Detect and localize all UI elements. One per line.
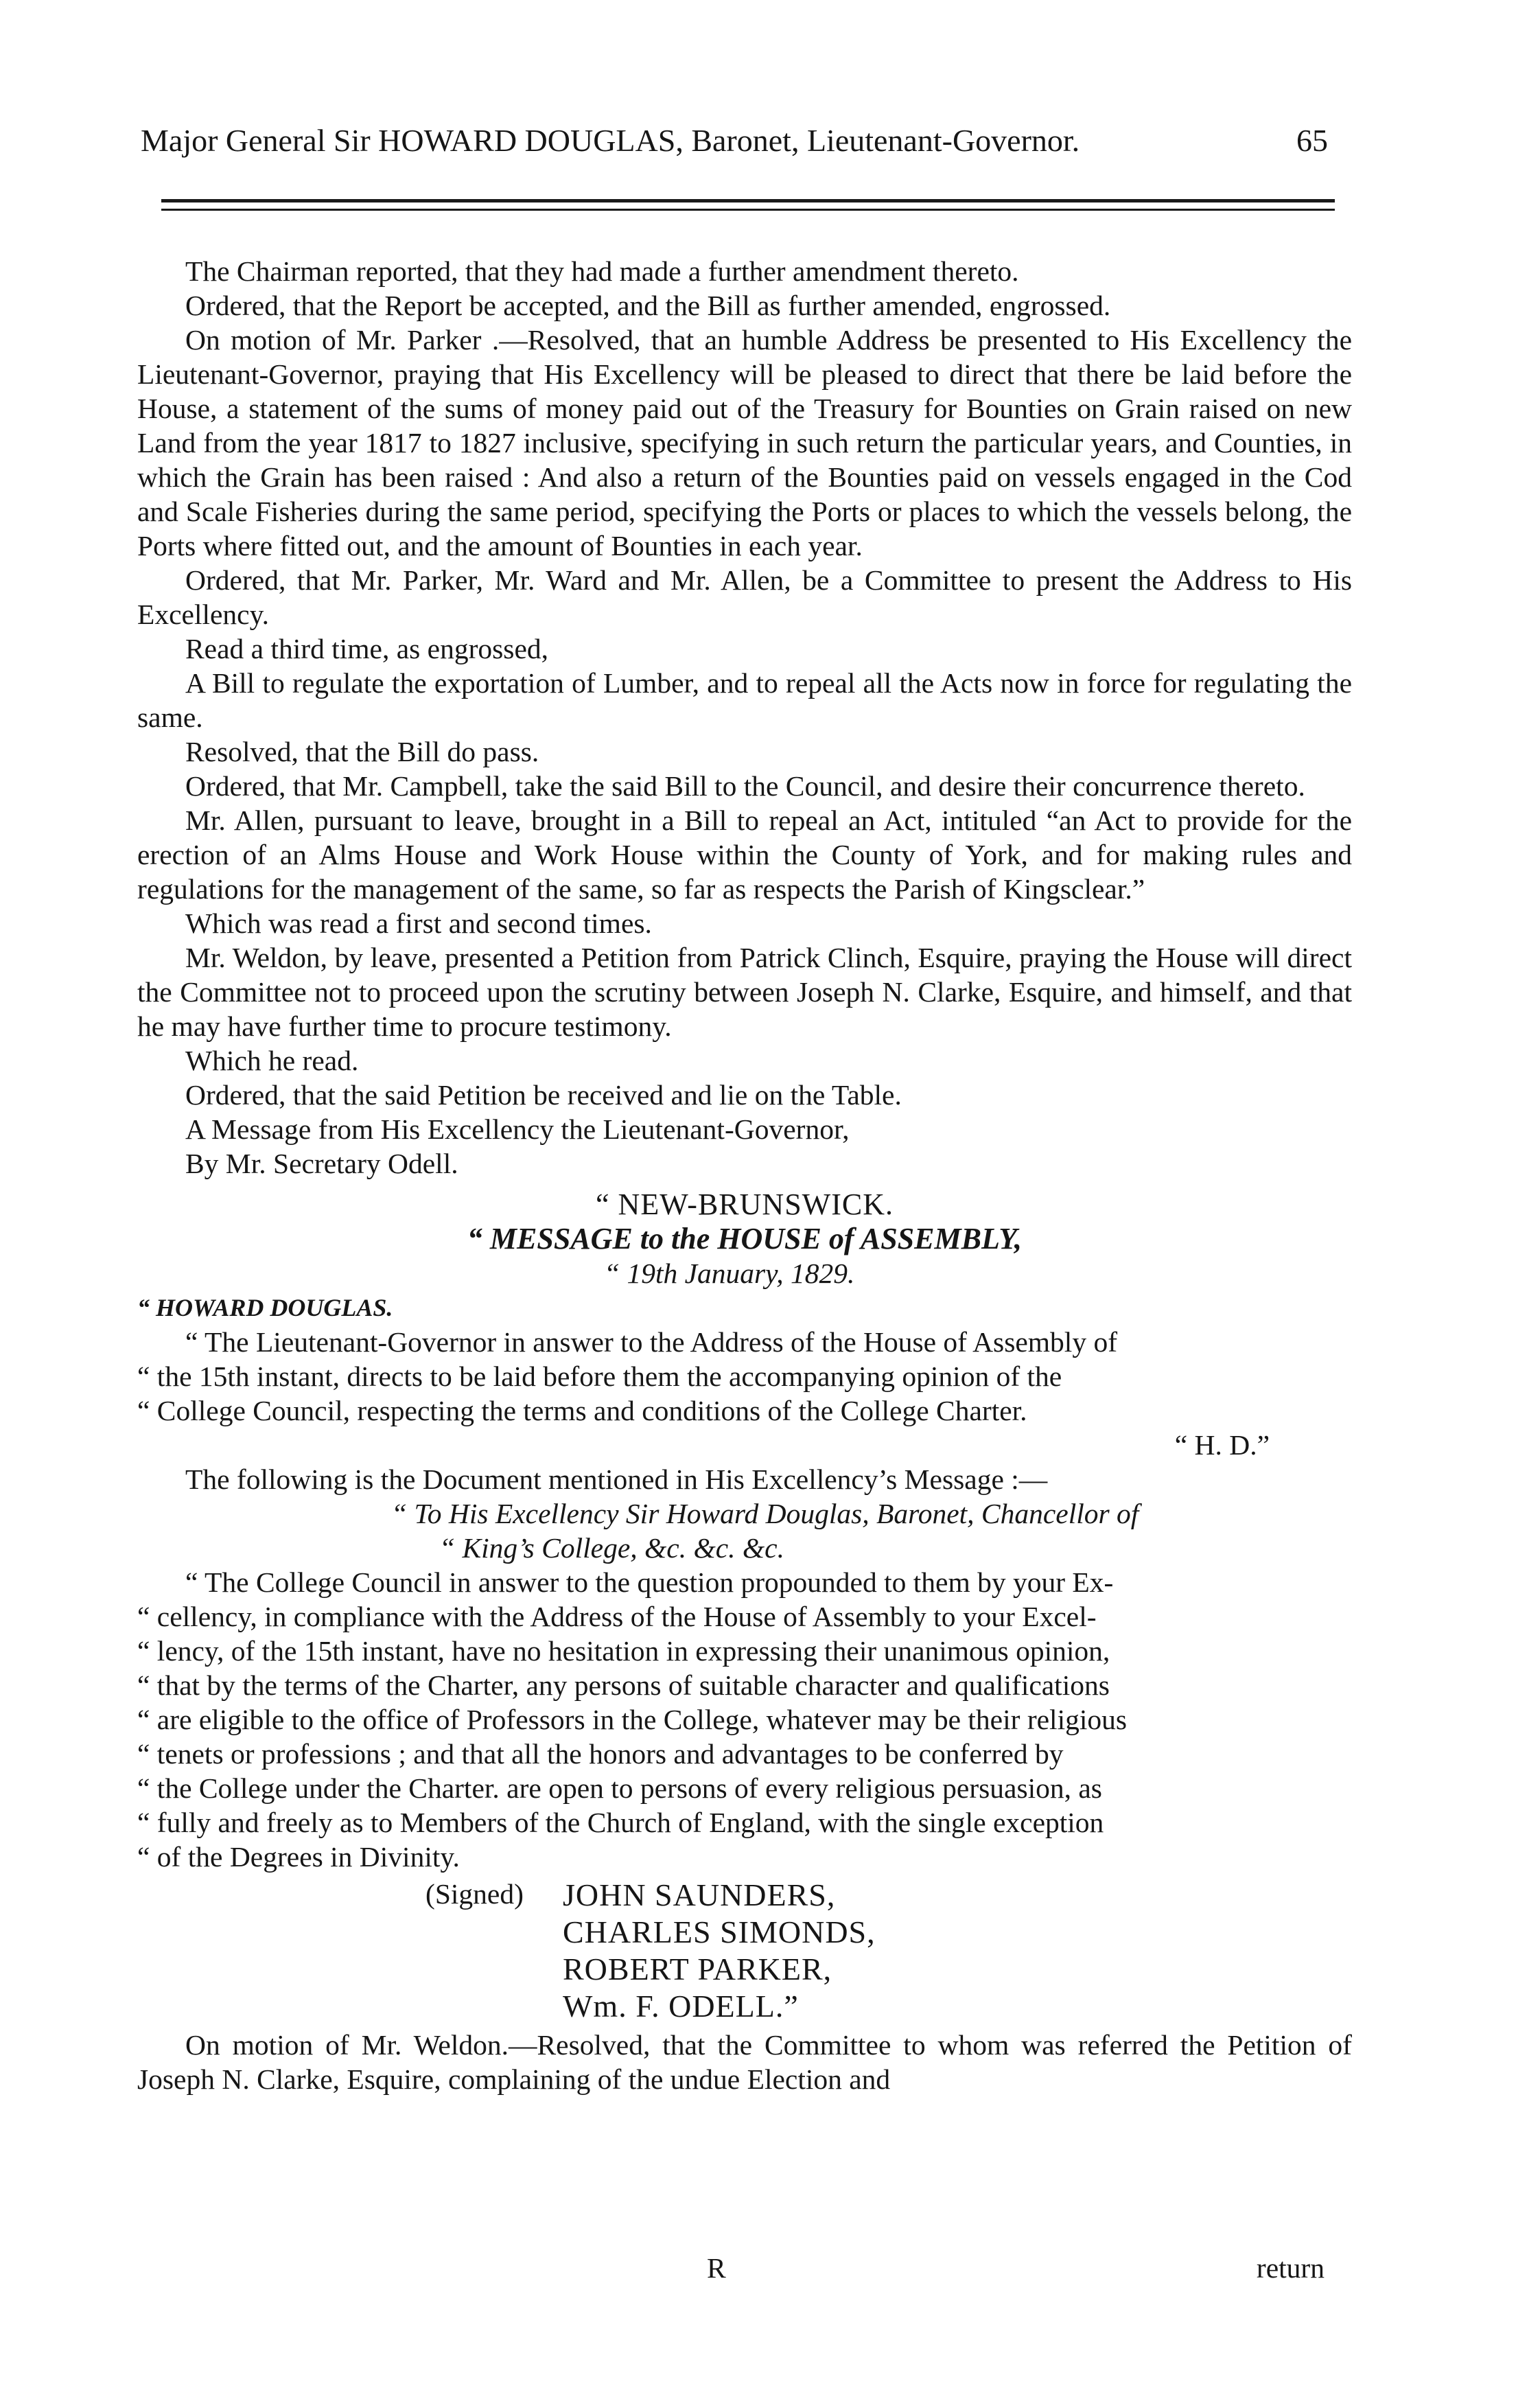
paragraph: Which was read a first and second times. xyxy=(185,907,652,939)
message-date: “ 19th January, 1829. xyxy=(604,1258,855,1289)
paragraph: Mr. Weldon, by leave, presented a Petition from Patrick Clinch, Esquire, praying the House will direct the Committee not to proceed upon the scrutiny between Joseph N. Clarke, Esquire, and himself, and that he may have further time to procure testimony. xyxy=(137,942,1352,1042)
signatory: JOHN SAUNDERS, xyxy=(563,1877,836,1912)
paragraph: The Chairman reported, that they had made a further amendment thereto. xyxy=(185,255,1019,287)
council-line: “ fully and freely as to Members of the Church of England, with the single exception xyxy=(137,1807,1104,1838)
signatory: Wm. F. ODELL.” xyxy=(563,1989,799,2024)
signature-mark: R xyxy=(707,2252,726,2284)
signatories xyxy=(563,1877,876,2025)
council-line: “ cellency, in compliance with the Address of the House of Assembly to your Excel- xyxy=(137,1601,1097,1632)
header-title: Major General Sir HOWARD DOUGLAS, Baronet, Lieutenant-Governor. xyxy=(141,123,1080,158)
message-line: “ the 15th instant, directs to be laid before them the accompanying opinion of the xyxy=(137,1360,1062,1392)
address-line: “ King’s College, &c. &c. &c. xyxy=(439,1532,784,1564)
message-subheading: “ MESSAGE to the HOUSE of ASSEMBLY, xyxy=(467,1222,1023,1255)
message-signoff: “ H. D.” xyxy=(1174,1429,1270,1461)
message-heading: “ NEW-BRUNSWICK. xyxy=(596,1188,894,1221)
paragraph: Ordered, that Mr. Campbell, take the said Bill to the Council, and desire their concurrence thereto. xyxy=(185,770,1305,802)
message-line: “ College Council, respecting the terms and conditions of the College Charter. xyxy=(137,1395,1027,1426)
paragraph: Ordered, that the Report be accepted, and the Bill as further amended, engrossed. xyxy=(185,290,1111,321)
council-line: “ of the Degrees in Divinity. xyxy=(137,1841,460,1873)
signature-block xyxy=(137,1877,1352,2025)
council-line: “ the College under the Charter. are open to persons of every religious persuasion, as xyxy=(137,1772,1102,1804)
council-line: “ tenets or professions ; and that all the honors and advantages to be conferred by xyxy=(137,1738,1064,1770)
paragraph: Read a third time, as engrossed, xyxy=(185,633,548,664)
header-rule-thin xyxy=(161,209,1335,211)
message-line: “ The Lieutenant-Governor in answer to the Address of the House of Assembly of xyxy=(185,1326,1118,1358)
council-line: “ that by the terms of the Charter, any persons of suitable character and qualifications xyxy=(137,1669,1110,1701)
paragraph: Ordered, that Mr. Parker, Mr. Ward and Mr. Allen, be a Committee to present the Address to His Excellency. xyxy=(137,564,1352,630)
council-opinion xyxy=(137,1565,1352,1874)
document-intro: The following is the Document mentioned in His Excellency’s Message :— xyxy=(185,1463,1048,1495)
paragraph: A Bill to regulate the exportation of Lumber, and to repeal all the Acts now in force for regulating the same. xyxy=(137,667,1352,733)
header-rule-thick xyxy=(161,199,1335,202)
paragraph: Resolved, that the Bill do pass. xyxy=(185,736,539,767)
page-number: 65 xyxy=(1296,123,1328,158)
paragraph: Mr. Allen, pursuant to leave, brought in a Bill to repeal an Act, intituled “an Act to provide for the erection of an Alms House and Work House within the County of York, and for making rules and regulations for the management of the same, so far as respects the Parish of Kingsclear.” xyxy=(137,804,1352,905)
paragraph: A Message from His Excellency the Lieutenant-Governor, xyxy=(185,1113,850,1145)
council-line: “ The College Council in answer to the question propounded to them by your Ex- xyxy=(185,1566,1114,1598)
signatory: CHARLES SIMONDS, xyxy=(563,1914,876,1949)
council-line: “ lency, of the 15th instant, have no hesitation in expressing their unanimous opinion, xyxy=(137,1635,1110,1667)
council-line: “ are eligible to the office of Professors in the College, whatever may be their religious xyxy=(137,1704,1128,1735)
catchword: return xyxy=(1256,2252,1325,2284)
message-block xyxy=(137,1188,1352,1462)
running-header xyxy=(141,122,1328,159)
closing-paragraph: On motion of Mr. Weldon.—Resolved, that the Committee to whom was referred the Petition of Joseph N. Clarke, Esquire, complaining of the undue Election and xyxy=(137,2029,1352,2095)
paragraph: Ordered, that the said Petition be received and lie on the Table. xyxy=(185,1079,902,1111)
message-from: “ HOWARD DOUGLAS. xyxy=(137,1294,393,1321)
page-body xyxy=(137,254,1352,2096)
address-line: “ To His Excellency Sir Howard Douglas, Baronet, Chancellor of xyxy=(391,1498,1139,1529)
paragraph: On motion of Mr. Parker .—Resolved, that an humble Address be presented to His Excellency the Lieutenant-Governor, praying that His Excellency will be pleased to direct that there be laid before the House, a statement of the sums of money paid out of the Treasury for Bounties on Grain raised on new Land from the year 1817 to 1827 inclusive, specifying in such return the particular years, and Counties, in which the Grain has been raised : And also a return of the Bounties paid on vessels engaged in the Cod and Scale Fisheries during the same period, specifying the Ports or places to which the vessels belong, the Ports where fitted out, and the amount of Bounties in each year. xyxy=(137,324,1352,561)
signatory: ROBERT PARKER, xyxy=(563,1952,832,1987)
signed-label: (Signed) xyxy=(425,1878,524,1910)
paragraph: Which he read. xyxy=(185,1045,359,1076)
paragraph: By Mr. Secretary Odell. xyxy=(185,1148,458,1179)
